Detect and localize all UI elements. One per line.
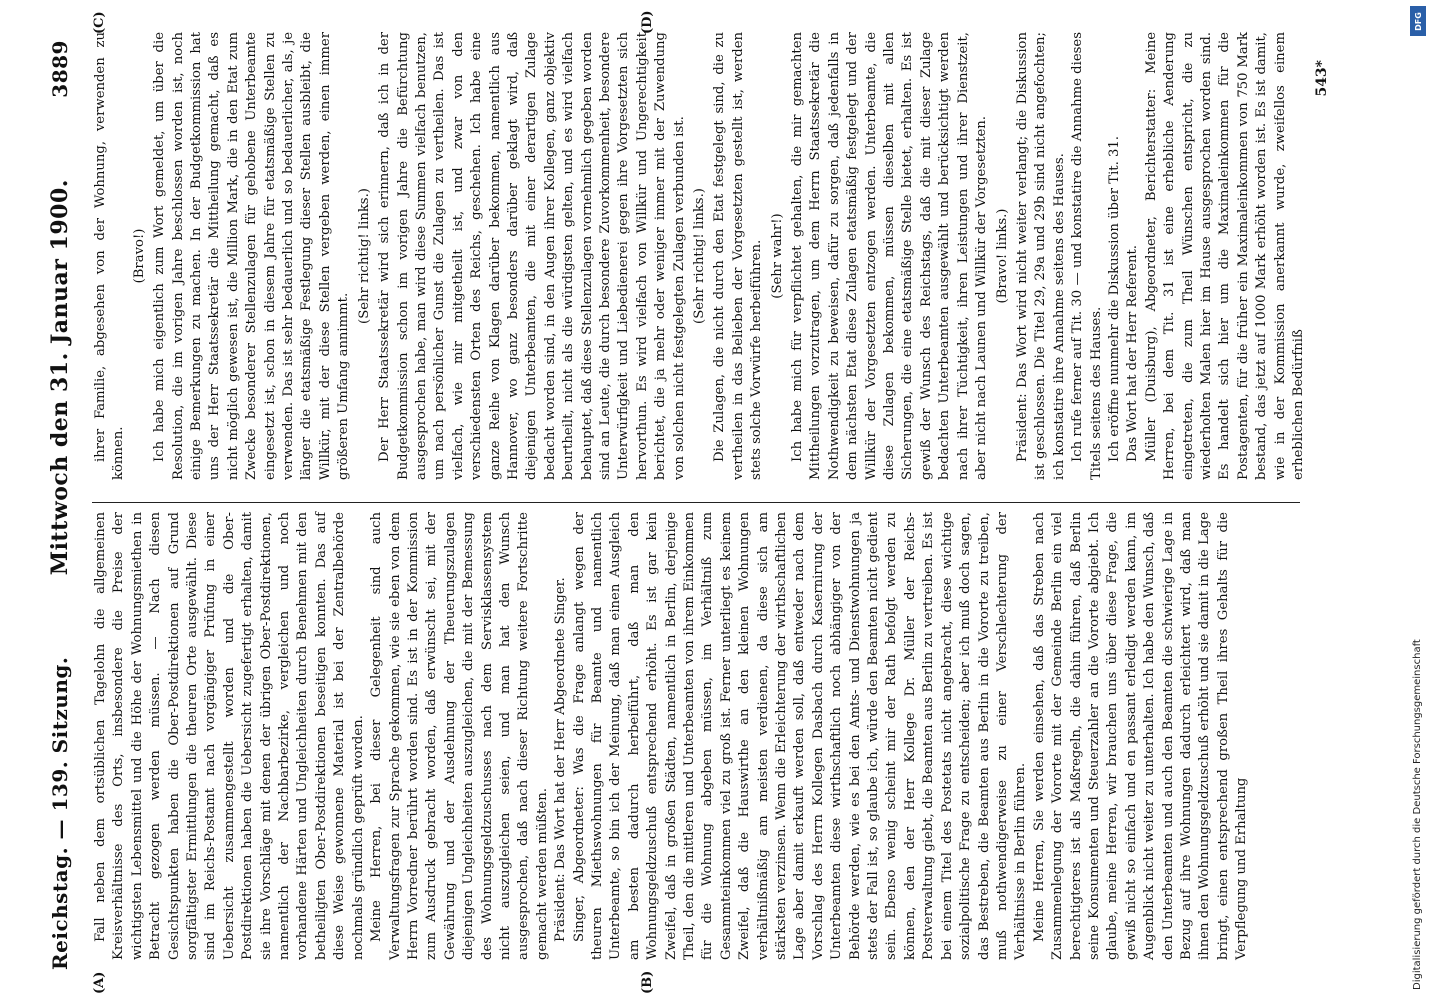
paragraph: Müller (Duisburg), Abgeordneter, Berichterstatter: Meine Herren, bei dem Tit. 31 ist eine erhebliche Aenderung eingetreten, die zum Theil Wünschen entspricht, die zu wiederholten Malen hier im Hause ausgesprochen worden sind. Es handelt sich hier um die Maximaleinkommen für die Postagenten, für die früher ein Maximaleinkommen von 750 Mark bestand, das jetzt auf 1000 Mark erhöht worden ist. Es ist damit, wie in der Kommission anerkannt wurde, zweifellos einem erheblichen Bedürfniß (1143, 32, 1306, 480)
digitization-sidebar (1406, 0, 1434, 1000)
paragraph: Ich habe mich eigentlich zum Wort gemeldet, um über die Resolution, die im vorigen Jahre beschlossen worden ist, noch einige Bemerkungen zu machen. In der Budgetkommission hat uns der Herr Staatssekretär die Mittheilung gemacht, daß es nicht möglich gewesen ist, die Million Mark, die in den Etat zum Zwecke besonderer Stellenzulagen für gehobene Unterbeamte eingesetzt ist, schon in diesem Jahre für etatsmäßige Stellen zu verwenden. Das ist sehr bedauerlich und so bedauerlicher, als, je länger die etatsmäßige Festlegung dieser Stellen ausbleibt, die Willkür, mit der diese Stellen vergeben werden, einen immer größeren Umfang annimmt. (152, 32, 352, 480)
paragraph: Der Herr Staatssekretär wird sich erinnern, daß ich in der Budgetkommission schon im vorigen Jahre die Befürchtung ausgesprochen habe, man wird diese Summen vielfach benutzen, um nach persönlicher Gunst die Zulagen zu vertheilen. Das ist vielfach, wie mir mitgetheilt ist, und zwar von den verschiedensten Orten des Reichs, geschehen. Ich habe eine ganze Reihe von Klagen darüber bekommen, namentlich aus Hannover, wo ganz besonders darüber geklagt wird, daß diejenigen Unterbeamten, die mit einer derartigen Zulage bedacht worden sind, in den Augen ihrer Kollegen, ganz objektiv beurtheilt, nicht als die würdigsten gelten, und es wird vielfach behauptet, daß diese Stellenzulagen vornehmlich gegeben worden sind an Leute, die durch besondere Zuvorkommenheit, besondere Unterwürfigkeit und Liebedienerei gegen ihre Vorgesetzten sich hervorthun. Es wird vielfach von Willkür und Ungerechtigkeit berichtet, die ja mehr oder weniger immer mit der Zuwendung von solchen nicht festgelegten Zulagen verbunden ist. (377, 32, 687, 480)
paragraph: Fall neben dem ortsüblichen Tagelohn die allgemeinen Kreisverhältnisse des Orts, insbesondere die Preise der wichtigsten Lebensmittel und die Höhe der Wohnungsmiethen in Betracht gezogen werden müssen. — Nach diesen Gesichtspunkten haben die Ober-Postdirektionen auf Grund sorgfältigster Ermittlungen die theuren Orte ausgewählt. Diese sind im Reichs-Postamt nach vorgängiger Prüfung in einer Uebersicht zusammengestellt worden und die Ober-Postdirektionen haben die Uebersicht zugefertigt erhalten, damit sie ihre Vorschläge mit denen der übrigen Ober-Postdirektionen, namentlich der Nachbarbezirke, vergleichen und noch vorhandene Härten und Ungleichheiten durch Benehmen mit den betheiligten Ober-Postdirektionen beseitigen konnten. Das auf diese Weise gewonnene Material ist bei der Zentralbehörde nochmals gründlich geprüft worden. (93, 512, 366, 960)
dfg-logo: DFG (1410, 6, 1426, 36)
column-divider (92, 502, 1300, 503)
digitization-credit: Digitalisierung gefördert durch die Deutsche Forschungsgemeinschaft (1412, 639, 1423, 990)
paragraph: Präsident: Das Wort wird nicht weiter verlangt; die Diskussion ist geschlossen. Die Titel 29, 29a und 29b sind nicht angefochten; ich konstatire ihre Annahme seitens des Hauses. (1014, 32, 1067, 480)
paragraph: Das Wort hat der Herr Referent. (1125, 245, 1141, 462)
interjection: (Sehr wahr!) (769, 213, 785, 299)
paragraph: Präsident: Das Wort hat der Herr Abgeordnete Singer. (553, 577, 569, 942)
paragraph: Ich habe mich für verpflichtet gehalten, die mir gemachten Mittheilungen vorzutragen, um dem Herrn Staatssekretär die Nothwendigkeit zu beweisen, dafür zu sorgen, daß jedenfalls in dem nächsten Etat diese Zulagen etatsmäßig festgelegt und der Willkür der Vorgesetzten entzogen werden. Unterbeamte, die diese Zulagen bekommen, müssen dieselben mit allen Sicherungen, die eine etatsmäßige Stelle bietet, erhalten. Es ist gewiß der Wunsch des Reichstags, daß die mit dieser Zulage bedachten Unterbeamten ausgewählt und berücksichtigt werden nach ihrer Tüchtigkeit, ihren Leistungen und ihrer Dienstzeit, aber nicht nach Launen und Willkür der Vorgesetzten. (790, 32, 990, 480)
left-column (92, 512, 1300, 960)
margin-marker-d: (D) (640, 10, 655, 34)
signature-mark: 543* (1314, 60, 1330, 97)
paragraph: Meine Herren, bei dieser Gelegenheit sind auch Verwaltungsfragen zur Sprache gekommen, wie sie eben von dem Herrn Vorredner berührt worden sind. Es ist in der Kommission zum Ausdruck gebracht worden, daß erwünscht sei, mit der Gewährung und der Ausdehnung der Theuerungszulagen diejenigen Ungleichheiten auszugleichen, die mit der Bemessung des Wohnungsgeldzuschusses nach dem Servisklassensystem nicht auszugleichen seien, und man hat den Wunsch ausgesprochen, daß nach dieser Richtung weitere Fortschritte gemacht werden müßten. (369, 512, 550, 960)
header-session: Reichstag. — 139. Sitzung. (48, 656, 72, 970)
interjection: (Bravo! links.) (994, 208, 1010, 304)
margin-marker-b: (B) (640, 970, 655, 994)
interjection: (Sehr richtig! links.) (692, 188, 707, 324)
margin-marker-c: (C) (92, 11, 107, 34)
interjection: (Sehr richtig! links.) (356, 188, 372, 324)
paragraph: Meine Herren, Sie werden einsehen, daß das Streben nach Zusammenlegung der Vororte mit der Gemeinde Berlin ein viel berechtigteres ist als Maßregeln, die dahin führen, daß Berlin seine Konsumenten und Steuerzahler an die Vororte abgiebt. Ich glaube, meine Herren, wir brauchen uns über diese Frage, die gewiß nicht so einfach und en passant erledigt werden kann, im Augenblick nicht weiter zu unterhalten. Ich habe den Wunsch, daß den Unterbeamten und auch den Beamten die schwierige Lage in Bezug auf ihre Wohnungen dadurch erleichtert wird, daß man ihnen den Wohnungsgeldzuschuß erhöht und sie damit in die Lage bringt, einen entsprechend großen Theil ihres Gehalts für die Verpflegung und Erhaltung (1031, 512, 1250, 960)
paragraph: ihrer Familie, abgesehen von der Wohnung, verwenden zu können. (93, 32, 127, 480)
header-date: Mittwoch den 31. Januar 1900. (47, 179, 73, 576)
paragraph: Ich eröffne nunmehr die Diskussion über Tit. 31. (1106, 136, 1122, 462)
page-header (40, 40, 80, 970)
page-number: 3889 (48, 40, 72, 98)
margin-marker-a: (A) (92, 971, 107, 994)
paragraph: Singer, Abgeordneter: Was die Frage anlangt wegen der theuren Miethswohnungen für Beamte und namentlich Unterbeamte, so bin ich der Meinung, daß man einen Ausgleich am besten dadurch herbeiführt, daß man den Wohnungsgeldzuschuß entsprechend erhöht. Es ist gar kein Zweifel, daß in großen Städten, namentlich in Berlin, derjenige Theil, den die mittleren und Unterbeamten von ihrem Einkommen für die Wohnung abgeben müssen, im Verhältniß zum Gesammteinkommen viel zu groß ist. Ferner unterliegt es keinem Zweifel, daß die Hauswirthe an den kleinen Wohnungen verhältnißmäßig am meisten verdienen, da diese sich am stärksten verzinsen. Wenn die Erleichterung der wirthschaftlichen Lage aber damit erkauft werden soll, daß entweder nach dem Vorschlag des Herrn Kollegen Dasbach durch Kasernirung der Unterbeamten diese wirthschaftlich noch abhängiger von der Behörde werden, wie es bei den Amts- und Dienstwohnungen ja stets der Fall ist, so glaube ich, würde den Beamten nicht gedient sein. Ebenso wenig scheint mir der Rath befolgt werden zu können, den der Herr Kollege Dr. Müller der Reichs-Postverwaltung giebt, die Beamten aus Berlin zu vertreiben. Es ist bei einem Titel des Postetats nicht angebracht, diese wichtige sozialpolitische Frage zu entscheiden; aber ich muß doch sagen, das Bestreben, die Beamten aus Berlin in die Vororte zu treiben, muß nothwendigerweise zu einer Verschlechterung der Verhältnisse in Berlin führen. (571, 512, 1029, 960)
interjection: (Bravo!) (131, 228, 147, 284)
right-column (92, 32, 1306, 480)
paragraph: Die Zulagen, die nicht durch den Etat festgelegt sind, die zu vertheilen in das Belieben der Vorgesetzten gestellt ist, werden stets solche Vorwürfe herbeiführen. (712, 32, 765, 480)
paragraph: Ich rufe ferner auf Tit. 30 — und konstatire die Annahme dieses Titels seitens des Hauses. (1070, 32, 1104, 480)
